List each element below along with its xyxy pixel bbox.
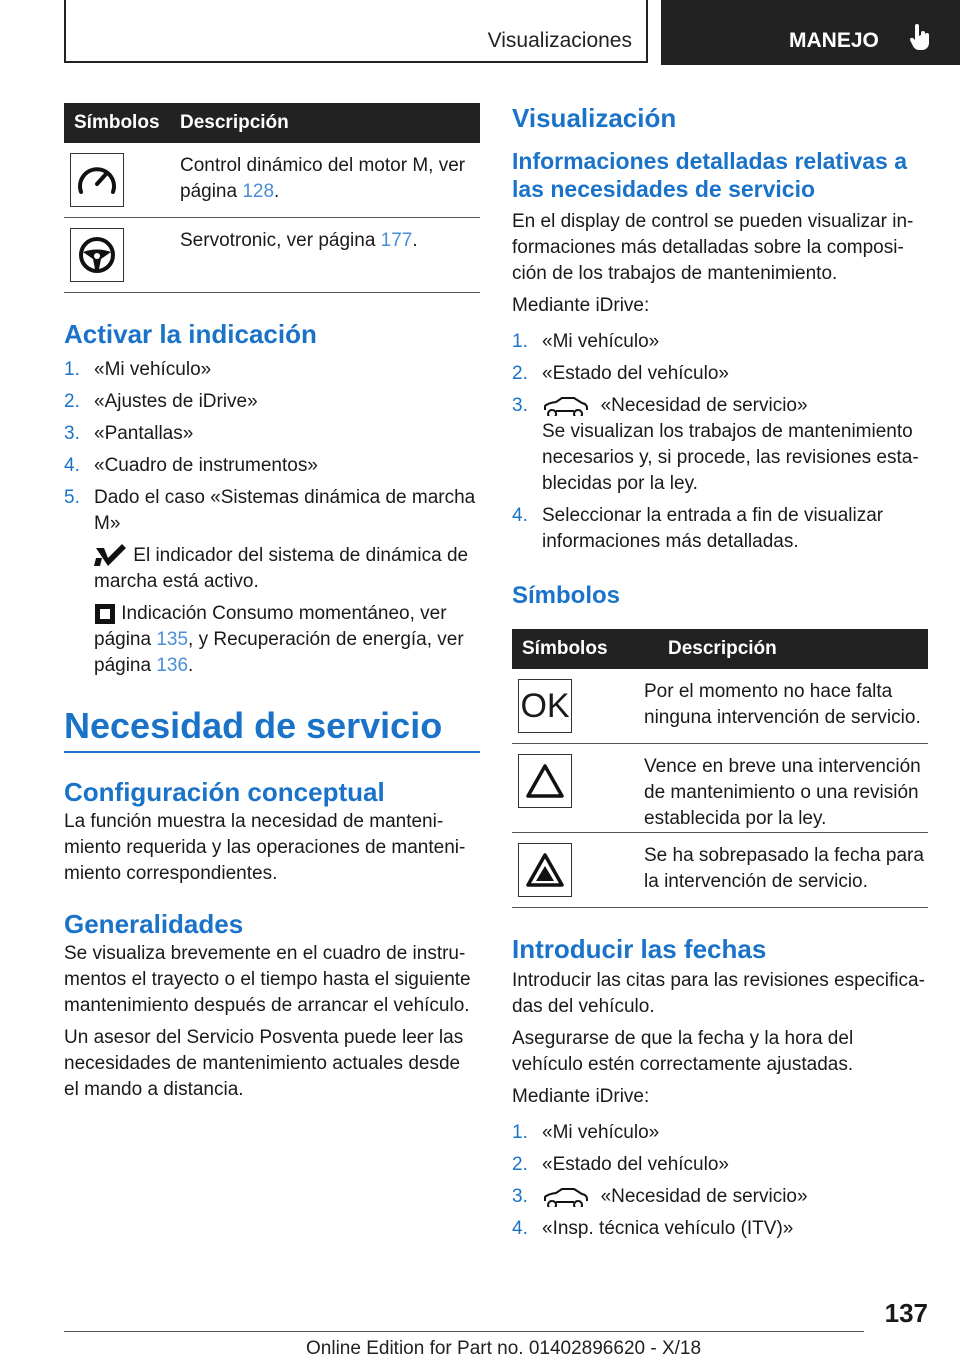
page-link[interactable]: 177	[380, 230, 413, 251]
page-number: 137	[884, 1298, 928, 1328]
table-row	[64, 143, 480, 218]
row-description: Vence en breve una intervención de mantenimiento o una revisión establecida por la ley.	[644, 744, 928, 833]
section-heading: Configuración conceptual	[64, 777, 385, 807]
step-number: 2.	[512, 1154, 528, 1175]
warning-triangle-outline-icon	[518, 754, 572, 808]
page-link[interactable]: 135	[156, 629, 189, 650]
table-header-symbols: Símbolos	[512, 629, 644, 669]
note-consumption-cont: , y Recuperación de energía, ver página	[94, 629, 464, 676]
list-item	[512, 393, 928, 497]
hand-pointer-icon	[909, 24, 933, 52]
section-heading: Visualización	[512, 103, 677, 133]
row-description: Por el momento no hace falta ninguna intervención de servicio.	[644, 669, 928, 744]
symbols-table-2	[512, 629, 928, 908]
car-icon	[542, 1187, 590, 1207]
paragraph: Mediante iDrive:	[512, 295, 650, 316]
chapter-heading: Necesidad de servicio	[64, 705, 443, 746]
step-text: «Mi vehículo»	[542, 331, 660, 352]
symbols-table-1	[64, 103, 480, 293]
checkmark-flag-icon	[94, 544, 128, 568]
table-header-description: Descripción	[180, 103, 480, 143]
step-number: 3.	[64, 423, 80, 444]
page-link[interactable]: 128	[242, 181, 275, 202]
step-number: 1.	[512, 331, 528, 352]
list-item	[512, 503, 928, 555]
section-title: Visualizaciones	[487, 29, 632, 52]
note-consumption: Indicación Consumo momentáneo, ver página	[94, 603, 447, 650]
step-number: 2.	[64, 391, 80, 412]
step-number: 4.	[512, 505, 528, 526]
step-text: Dado el caso «Sistemas dinámica de marcha M»	[94, 487, 476, 534]
warning-triangle-filled-icon	[518, 843, 572, 897]
page-link[interactable]: 136	[156, 655, 189, 676]
list-item	[512, 1120, 928, 1146]
subsection-heading: Informaciones detalladas relativas a las necesidades de servicio	[512, 148, 908, 202]
step-number: 1.	[64, 359, 80, 380]
section-heading: Introducir las fechas	[512, 934, 767, 964]
step-text: «Cuadro de instrumentos»	[94, 455, 318, 476]
table-header-description: Descripción	[644, 629, 928, 669]
step-number: 4.	[512, 1218, 528, 1239]
step-text: «Pantallas»	[94, 423, 194, 444]
section-heading: Generalidades	[64, 909, 244, 939]
punctuation: .	[274, 181, 280, 202]
list-item	[64, 485, 480, 679]
step-number: 3.	[512, 1186, 528, 1207]
paragraph: La función muestra la necesidad de mantenimiento requerida y las operaciones de mantenimiento correspondientes.	[64, 811, 466, 884]
steps-list	[512, 1120, 928, 1242]
list-item	[64, 453, 480, 479]
list-item	[64, 421, 480, 447]
punctuation: .	[188, 655, 194, 676]
table-header-symbols: Símbolos	[64, 103, 180, 143]
chapter-tab-label: MANEJO	[789, 29, 879, 52]
paragraph: En el display de control se pueden visualizar informaciones más detalladas sobre la composición de los trabajos de mantenimiento.	[512, 211, 914, 284]
footer-divider	[64, 1331, 864, 1332]
table-row	[512, 744, 928, 833]
list-item	[512, 1184, 928, 1210]
row-description: Se ha sobrepasado la fecha para la intervención de servicio.	[644, 833, 928, 908]
header-frame	[64, 0, 648, 63]
list-item	[512, 1216, 928, 1242]
step-text: Seleccionar la entrada a fin de visualizar informaciones más detalladas.	[542, 505, 884, 552]
step-text: «Ajustes de iDrive»	[94, 391, 258, 412]
section-heading: Símbolos	[512, 582, 621, 609]
paragraph: Introducir las citas para las revisiones especificadas del vehículo.	[512, 970, 925, 1017]
row-description: Servotronic, ver página	[180, 230, 381, 251]
speedometer-icon	[70, 153, 124, 207]
step-text: «Insp. técnica vehículo (ITV)»	[542, 1218, 794, 1239]
square-indicator-icon	[94, 603, 116, 625]
steering-wheel-icon	[70, 228, 124, 282]
paragraph: Un asesor del Servicio Posventa puede leer las necesidades de mantenimiento actuales desde el mando a distancia.	[64, 1027, 464, 1100]
section-heading: Activar la indicación	[64, 319, 317, 349]
list-item	[512, 361, 928, 387]
punctuation: .	[412, 230, 418, 251]
table-row	[64, 218, 480, 293]
ok-label: OK	[520, 687, 570, 725]
step-number: 5.	[64, 487, 80, 508]
step-number: 2.	[512, 363, 528, 384]
step-text: «Estado del vehículo»	[542, 1154, 729, 1175]
ok-icon	[518, 679, 572, 733]
left-column	[64, 103, 480, 1103]
car-icon	[542, 396, 590, 416]
step-number: 4.	[64, 455, 80, 476]
paragraph: Se visualiza brevemente en el cuadro de instrumentos el trayecto o el tiempo hasta el siguiente mantenimiento después de arrancar el vehículo.	[64, 943, 471, 1016]
step-number: 1.	[512, 1122, 528, 1143]
paragraph: Asegurarse de que la fecha y la hora del vehículo estén correctamente ajustadas.	[512, 1028, 854, 1075]
step-text: «Necesidad de servicio»	[600, 1186, 808, 1207]
step-text: «Mi vehículo»	[542, 1122, 660, 1143]
table-row	[512, 669, 928, 744]
step-text: «Necesidad de servicio»	[600, 395, 808, 416]
table-row	[512, 833, 928, 908]
list-item	[64, 389, 480, 415]
edition-note: Online Edition for Part no. 01402896620 - X/18	[306, 1338, 702, 1359]
row-description: Control dinámico del motor M, ver página	[180, 155, 466, 202]
chapter-tab[interactable]	[661, 0, 960, 65]
list-item	[512, 1152, 928, 1178]
step-number: 3.	[512, 395, 528, 416]
right-column	[512, 103, 928, 1248]
paragraph: Mediante iDrive:	[512, 1086, 650, 1107]
list-item	[64, 357, 480, 383]
step-extra: Se visualizan los trabajos de mantenimiento necesarios y, si procede, las revisiones establecidas por la ley.	[542, 421, 919, 494]
list-item	[512, 329, 928, 355]
steps-list	[64, 357, 480, 679]
step-text: «Mi vehículo»	[94, 359, 212, 380]
steps-list	[512, 329, 928, 555]
step-text: «Estado del vehículo»	[542, 363, 729, 384]
note-active: El indicador del sistema de dinámica de marcha está activo.	[94, 545, 469, 592]
